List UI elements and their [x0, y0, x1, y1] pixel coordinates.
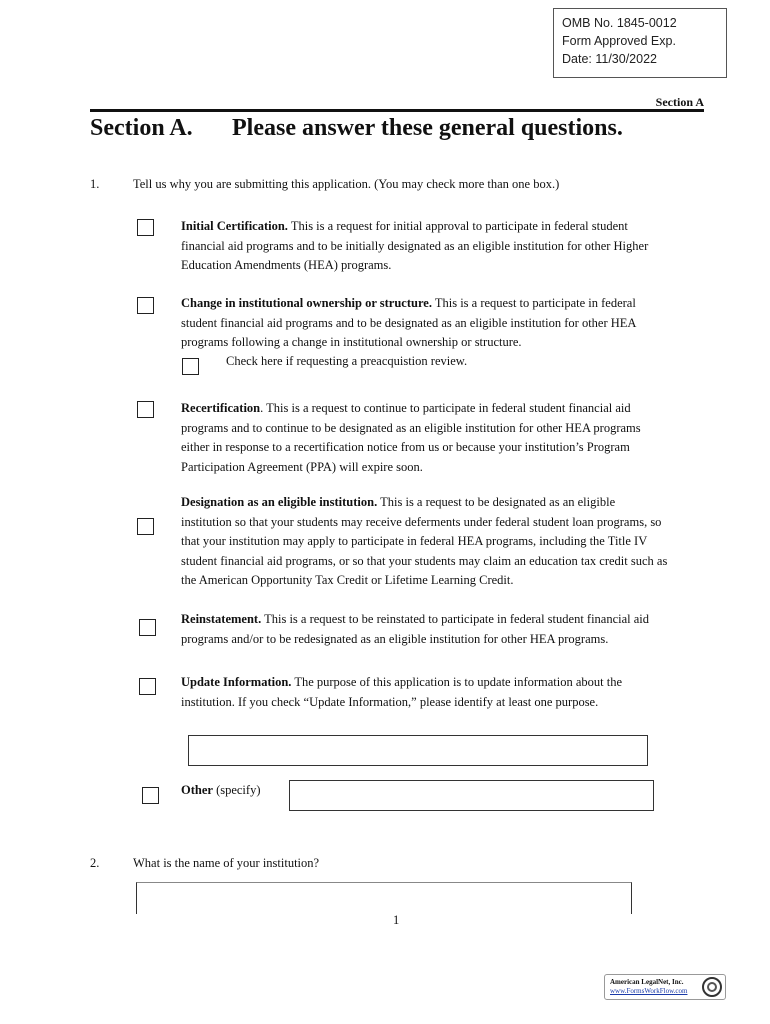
option-text: student financial aid programs and to be designated as an eligible institution for other HEA	[181, 315, 637, 330]
option-title: Change in institutional ownership or structure.	[181, 296, 432, 310]
option-text: This is a request to be reinstated to participate in federal student financial aid	[261, 612, 650, 626]
question-2-text: What is the name of your institution?	[133, 856, 320, 870]
option-title: Initial Certification.	[181, 219, 288, 233]
section-heading-label: Section A.	[90, 115, 193, 141]
question-1-number: 1.	[90, 177, 100, 191]
section-label: Section A	[655, 95, 704, 109]
recertification-checkbox[interactable]	[137, 401, 154, 418]
option-title: Update Information.	[181, 675, 292, 689]
option-text: institution. If you check “Update Information,” please identify at least one purpose.	[181, 694, 599, 709]
section-heading-title: Please answer these general questions.	[232, 115, 623, 141]
option-text: The purpose of this application is to update information about the	[291, 675, 623, 689]
option-text: Education Amendments (HEA) programs.	[181, 258, 392, 272]
option-text: student financial aid programs, or so that your students may claim an education tax credit such as	[181, 553, 668, 568]
option-text: programs and/or to be redesignated as an eligible institution for other HEA programs.	[181, 631, 609, 646]
other-label-suffix: (specify)	[212, 783, 261, 797]
preacquisition-review-label: Check here if requesting a preacquistion review.	[226, 354, 468, 368]
option-text: programs following a change in institutional ownership or structure.	[181, 335, 522, 349]
option-initial-certification	[181, 217, 701, 276]
omb-approval: Form Approved Exp.	[562, 34, 676, 48]
omb-info-box	[553, 8, 727, 78]
other-label-bold: Other	[181, 783, 213, 797]
option-text: financial aid programs and to be initially designated as an eligible institution for other Higher	[181, 238, 649, 253]
omb-number: OMB No. 1845-0012	[562, 16, 677, 30]
change-ownership-checkbox[interactable]	[137, 297, 154, 314]
omb-expiration-date: Date: 11/30/2022	[562, 52, 657, 66]
designation-eligible-checkbox[interactable]	[137, 518, 154, 535]
option-update-information	[181, 673, 701, 712]
option-text: This is a request for initial approval to participate in federal student	[287, 219, 628, 233]
option-text: . This is a request to continue to participate in federal student financial aid	[260, 401, 631, 415]
header-rule	[90, 109, 704, 112]
option-title: Designation as an eligible institution.	[181, 495, 378, 509]
page-number: 1	[393, 913, 400, 927]
option-reinstatement	[181, 610, 701, 649]
option-title: Reinstatement.	[181, 612, 262, 626]
institution-name-field[interactable]	[136, 882, 632, 914]
option-recertification	[181, 399, 701, 477]
other-specify-field[interactable]	[289, 780, 654, 811]
option-text: programs and to continue to be designated as an eligible institution for other HEA programs	[181, 420, 641, 435]
option-text: institution so that your students may receive deferments under federal student loan programs, so	[181, 514, 662, 529]
question-2-number: 2.	[90, 856, 100, 870]
option-text: This is a request to participate in federal	[431, 296, 636, 310]
other-label	[181, 783, 260, 798]
section-heading	[90, 115, 623, 142]
footer-company: American LegalNet, Inc.	[610, 978, 684, 986]
footer-url-link[interactable]: www.FormsWorkFlow.com	[610, 987, 688, 995]
question-1-text: Tell us why you are submitting this application. (You may check more than one box.)	[133, 177, 560, 191]
update-information-checkbox[interactable]	[139, 678, 156, 695]
option-designation-eligible	[181, 493, 701, 591]
option-text: Participation Agreement (PPA) will expire soon.	[181, 459, 423, 474]
option-text: either in response to a recertification notice from us or because your institution’s Program	[181, 440, 630, 454]
option-text: This is a request to be designated as an eligible	[377, 495, 616, 509]
company-seal-icon	[702, 977, 722, 997]
update-purpose-field[interactable]	[188, 735, 648, 766]
option-text: that your institution may apply to participate in federal HEA programs, including the Title IV	[181, 534, 648, 548]
option-text: the American Opportunity Tax Credit or Lifetime Learning Credit.	[181, 573, 514, 587]
preacquisition-review-checkbox[interactable]	[182, 358, 199, 375]
reinstatement-checkbox[interactable]	[139, 619, 156, 636]
initial-certification-checkbox[interactable]	[137, 219, 154, 236]
option-title: Recertification	[181, 401, 261, 415]
other-checkbox[interactable]	[142, 787, 159, 804]
footer-logo	[604, 974, 726, 1000]
option-change-ownership	[181, 294, 701, 353]
